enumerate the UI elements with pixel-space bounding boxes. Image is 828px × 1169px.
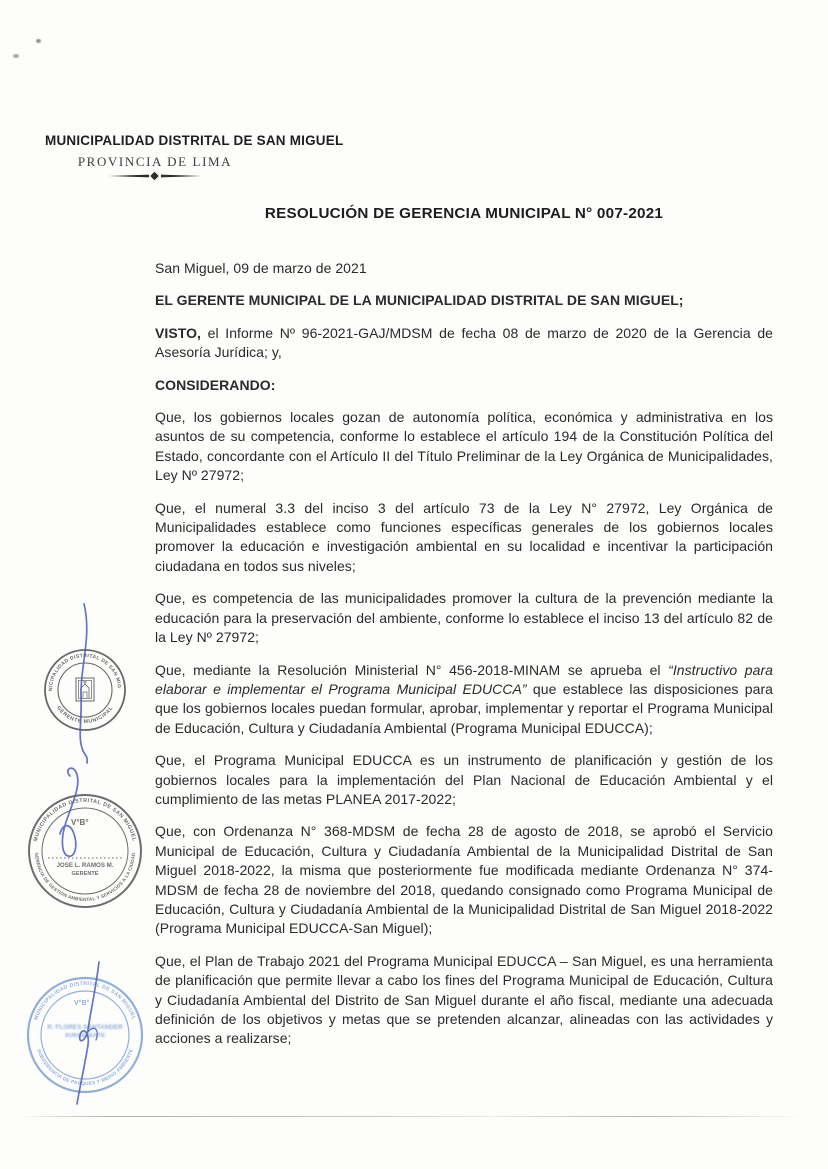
letterhead: [45, 133, 344, 181]
visto-paragraph: VISTO, el Informe Nº 96-2021-GAJ/MDSM de fecha 08 de marzo de 2020 de la Gerencia de Asesoría Jurídica; y,: [155, 324, 773, 361]
signature-stroke: [80, 604, 87, 763]
svg-text:MUNICIPALIDAD DISTRITAL DE SAN: [33, 798, 137, 842]
doc-paragraphs: [155, 259, 773, 1049]
signature-stroke: [88, 1028, 97, 1040]
doc-title: RESOLUCIÓN DE GERENCIA MUNICIPAL N° 007-2021: [264, 205, 664, 222]
scan-speck: [36, 39, 41, 43]
stamp-vobo-parques: [25, 975, 145, 1095]
letterhead-province: PROVINCIA DE LIMA: [77, 154, 233, 169]
addressee-line: EL GERENTE MUNICIPAL DE LA MUNICIPALIDAD DISTRITAL DE SAN MIGUEL;: [155, 292, 684, 309]
considerando-5: Que, el Programa Municipal EDUCCA es un instrumento de planificación y gestión de los gobiernos locales para la implementación del Plan Nacional de Educación Ambiental y el cumplimiento de las metas PLANEA 2017-2022;: [155, 752, 773, 807]
scan-fold-line: [18, 1116, 810, 1117]
svg-text:MUNICIPALIDAD DISTRITAL DE SAN: [48, 653, 122, 692]
dateline: San Miguel, 09 de marzo de 2021: [155, 260, 367, 276]
scan-speck: [13, 54, 19, 58]
stamp2-role-text: GERENTE: [71, 871, 99, 877]
stamp2-top-arc-text: MUNICIPALIDAD DISTRITAL DE SAN MIGUEL: [32, 797, 138, 843]
municipal-crest-icon: [76, 678, 94, 701]
stamp2-name-text: JOSE L. RAMOS M.: [56, 862, 114, 869]
considerando-1: Que, los gobiernos locales gozan de autonomía política, económica y administrativa en los asuntos de su competencia, conforme lo establece el artículo 194 de la Constitución Política del Estado, concordante con el Artículo II del Título Preliminar de la Ley Orgánica de Municipalidades, Ley Nº 27972;: [155, 409, 773, 484]
svg-text:GERENCIA DE GESTION AMBIENTAL: [34, 852, 136, 902]
letterhead-org-name: MUNICIPALIDAD DISTRITAL DE SAN MIGUEL: [45, 133, 344, 148]
svg-text:SUBGERENCIA DE PARQUES Y MEDIO: [35, 1048, 135, 1087]
stamp1-top-arc-text: MUNICIPALIDAD DISTRITAL DE SAN MIGUEL: [47, 652, 123, 692]
stamp2-bottom-arc-text: GERENCIA DE GESTION AMBIENTAL Y SERVICIOS A LA CIUDAD: [33, 852, 137, 903]
stamp1-bottom-arc-text: GERENTE MUNICIPAL: [55, 705, 115, 726]
stamp-gerente-municipal: [42, 647, 128, 733]
considerando-6: Que, con Ordenanza N° 368-MDSM de fecha 28 de agosto de 2018, se aprobó el Servicio Municipal de Educación, Cultura y Ciudadanía Ambiental de la Municipalidad Distrital de San Miguel 2018-2022, la misma que posteriormente fue modificada mediante Ordenanza N° 374-MDSM de fecha 28 de noviembre del 2018, quedando consignado como Programa Municipal de Educación, Cultura y Ciudadanía Ambiental de la Municipalidad Distrital de San Miguel 2018-2022 (Programa Municipal EDUCCA-San Miguel);: [155, 823, 773, 937]
considerando-heading: CONSIDERANDO:: [155, 376, 276, 393]
doc-body: [155, 203, 773, 1062]
considerando-2: Que, el numeral 3.3 del inciso 3 del artículo 73 de la Ley N° 27972, Ley Orgánica de Municipalidades establece como funciones específicas generales de los gobiernos locales promover la educación e investigación ambiental en su localidad e incentivar la participación ciudadana en todos sus niveles;: [155, 499, 773, 574]
stamp3-vobo-text: V°B°: [74, 1000, 90, 1007]
svg-text:GERENTE MUNICIPAL: [55, 705, 115, 725]
stamp2-vobo-text: V°B°: [71, 818, 89, 827]
stamp-vobo-gestion-ambiental: [26, 792, 144, 910]
ornament-divider: [107, 171, 203, 181]
stamp3-bottom-arc-text: SUBGERENCIA DE PARQUES Y MEDIO AMBIENTE: [35, 1048, 135, 1088]
stamp3-top-arc-text: MUNICIPALIDAD DISTRITAL DE SAN MIGUEL: [33, 980, 137, 1021]
signature-stroke: [77, 962, 99, 1104]
stamp3-name-text: R. FLORES SANTANDER: [47, 1024, 123, 1031]
considerando-4: Que, mediante la Resolución Ministerial N° 456-2018-MINAM se aprueba el “Instructivo para elaborar e implementar el Programa Municipal EDUCCA” que establece las disposiciones para que los gobiernos locales puedan formular, aprobar, implementar y reportar el Programa Municipal de Educación, Cultura y Ciudadanía Ambiental (Programa Municipal EDUCCA);: [155, 661, 773, 736]
signature-stroke: [60, 768, 78, 856]
stamp3-role-text: SUBGERENTE: [64, 1033, 106, 1039]
considerando-3: Que, es competencia de las municipalidades promover la cultura de la prevención mediante la educación para la preservación del ambiente, conforme lo establece el inciso 13 del artículo 82 de la Ley Nº 27972;: [155, 590, 773, 646]
considerando-7: Que, el Plan de Trabajo 2021 del Programa Municipal EDUCCA – San Miguel, es una herramienta de planificación que permite llevar a cabo los fines del Programa Municipal de Educación, Cultura y Ciudadanía Ambiental del Distrito de San Miguel durante el año fiscal, mediante una adecuada definición de los objetivos y metas que se pretenden alcanzar, alineadas con las actividades y acciones a realizarse;: [155, 952, 773, 1047]
svg-text:MUNICIPALIDAD DISTRITAL DE SAN: [33, 981, 136, 1021]
